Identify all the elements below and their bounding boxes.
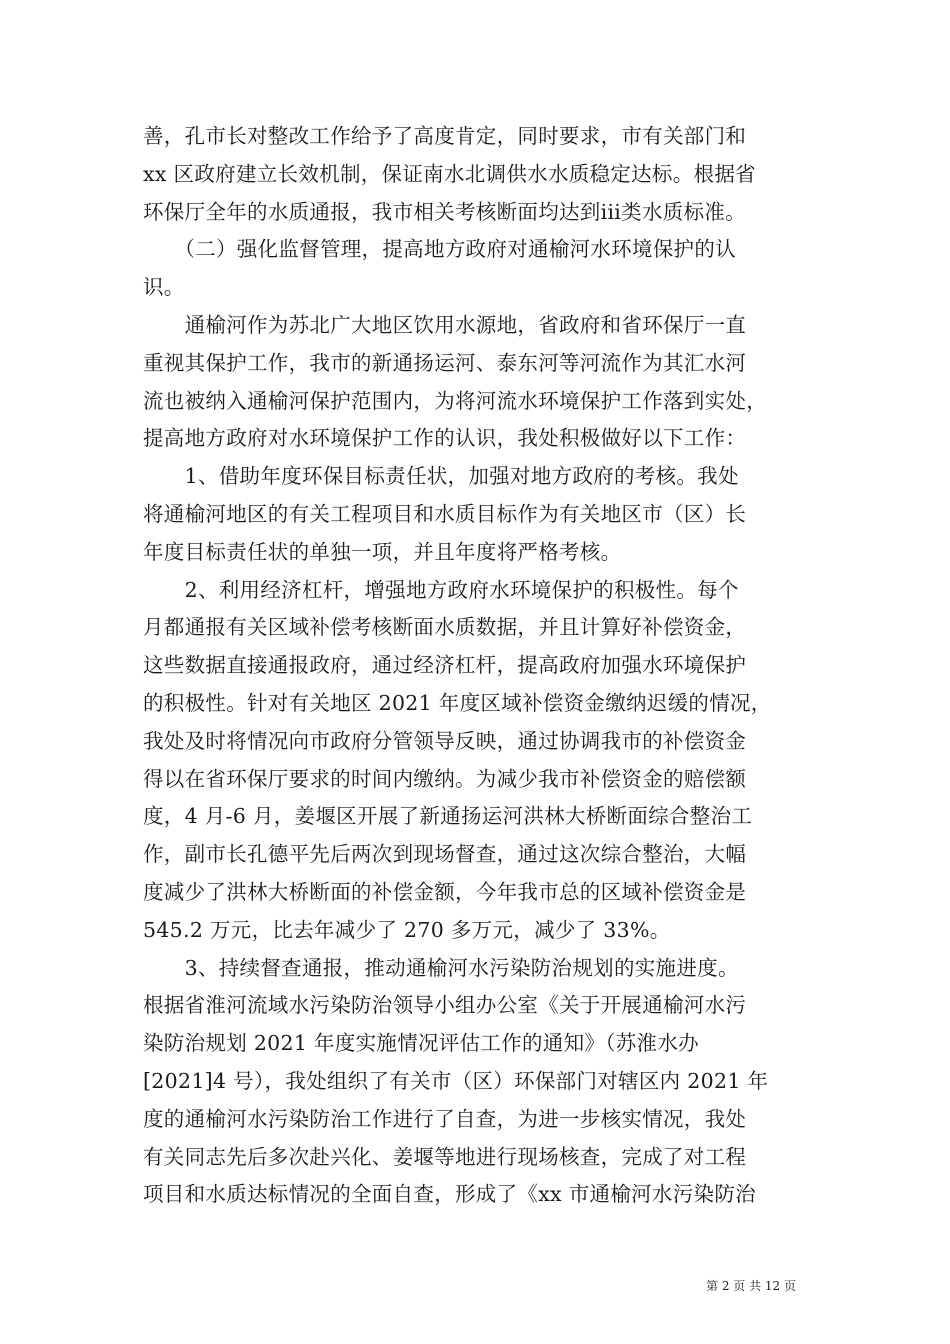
text-line: 545.2 万元，比去年减少了 270 多万元，减少了 33%。	[143, 917, 671, 942]
page-number-footer: 第 2 页 共 12 页	[706, 1279, 796, 1293]
text-line: 度减少了洪林大桥断面的补偿金额，今年我市总的区域补偿资金是	[143, 879, 747, 904]
text-line: 重视其保护工作，我市的新通扬运河、泰东河等河流作为其汇水河	[143, 350, 747, 375]
text-line: 度的通榆河水污染防治工作进行了自查，为进一步核实情况，我处	[143, 1106, 747, 1131]
text-line: 项目和水质达标情况的全面自查，形成了《xx 市通榆河水污染防治	[143, 1182, 756, 1207]
text-line: 我处及时将情况向市政府分管领导反映，通过协调我市的补偿资金	[143, 728, 747, 753]
text-line: 1、借助年度环保目标责任状，加强对地方政府的考核。我处	[143, 464, 739, 489]
text-line: 度，4 月-6 月，姜堰区开展了新通扬运河洪林大桥断面综合整治工	[143, 804, 753, 829]
text-line: 将通榆河地区的有关工程项目和水质目标作为有关地区市（区）长	[143, 501, 747, 526]
text-line: 通榆河作为苏北广大地区饮用水源地，省政府和省环保厅一直	[143, 312, 747, 337]
text-line: 这些数据直接通报政府，通过经济杠杆，提高政府加强水环境保护	[143, 653, 747, 678]
document-body	[143, 118, 815, 1214]
text-line: [2021]4 号），我处组织了有关市（区）环保部门对辖区内 2021 年	[143, 1068, 769, 1093]
text-line: 提高地方政府对水环境保护工作的认识，我处积极做好以下工作：	[143, 426, 747, 451]
text-line: 年度目标责任状的单独一项，并且年度将严格考核。	[143, 539, 622, 564]
text-line: 善，孔市长对整改工作给予了高度肯定，同时要求，市有关部门和	[143, 124, 747, 148]
text-line: 流也被纳入通榆河保护范围内，为将河流水环境保护工作落到实处，	[143, 388, 767, 413]
text-line: xx 区政府建立长效机制，保证南水北调供水水质稳定达标。根据省	[143, 161, 756, 186]
text-line: 3、持续督查通报，推动通榆河水污染防治规划的实施进度。	[143, 955, 739, 980]
section-heading: 识。	[143, 275, 185, 300]
text-line: 得以在省环保厅要求的时间内缴纳。为减少我市补偿资金的赔偿额	[143, 766, 747, 791]
text-line: 的积极性。针对有关地区 2021 年度区域补偿资金缴纳迟缓的情况，	[143, 690, 772, 715]
text-line: 根据省淮河流域水污染防治领导小组办公室《关于开展通榆河水污	[143, 993, 747, 1018]
text-line: 染防治规划 2021 年度实施情况评估工作的通知》（苏淮水办	[143, 1031, 699, 1056]
text-line: 月都通报有关区域补偿考核断面水质数据，并且计算好补偿资金，	[143, 615, 747, 640]
section-heading: （二）强化监督管理，提高地方政府对通榆河水环境保护的认	[143, 237, 736, 262]
text-line: 环保厅全年的水质通报，我市相关考核断面均达到iii类水质标准。	[143, 199, 746, 224]
text-line: 有关同志先后多次赴兴化、姜堰等地进行现场核查，完成了对工程	[143, 1144, 747, 1169]
text-line: 2、利用经济杠杆，增强地方政府水环境保护的积极性。每个	[143, 577, 739, 602]
text-line: 作，副市长孔德平先后两次到现场督查，通过这次综合整治，大幅	[143, 842, 747, 867]
